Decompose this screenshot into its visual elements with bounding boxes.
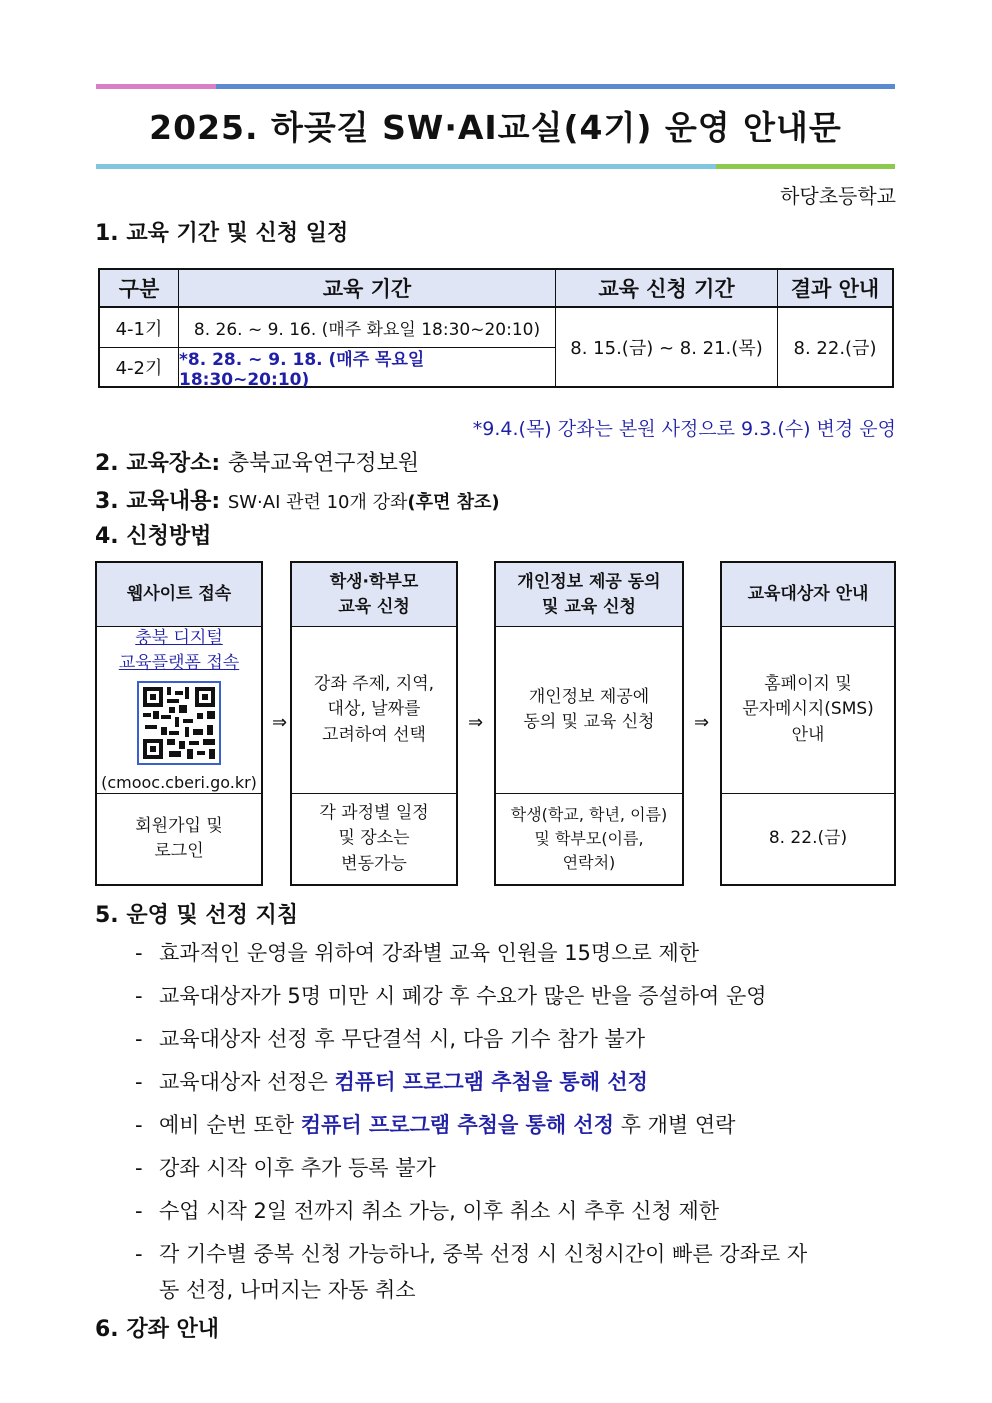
- header-period: 교육 기간: [179, 270, 555, 306]
- section3-value: SW·AI 관련 10개 강좌: [227, 492, 408, 513]
- step2-bottom: [292, 793, 456, 884]
- school-name: 하당초등학교: [780, 184, 896, 208]
- step1-bottom-line2: 로그인: [154, 841, 204, 861]
- section2-label: 2. 교육장소:: [95, 451, 221, 476]
- platform-url: (cmooc.cberi.go.kr): [101, 772, 257, 792]
- step2-title: [292, 563, 456, 627]
- apply-period: 8. 15.(금) ~ 8. 21.(목): [570, 338, 763, 359]
- step1-bottom: [97, 793, 261, 884]
- title-bottom-bar: [96, 164, 895, 169]
- header-result: 결과 안내: [778, 270, 892, 306]
- section2: [95, 446, 419, 477]
- step2-mid-line3: 고려하여 선택: [322, 724, 426, 745]
- arrow-icon: ⇒: [694, 712, 710, 733]
- row2-period: *8. 28. ~ 9. 18. (매주 목요일 18:30~20:10): [179, 349, 425, 390]
- section3: [95, 484, 500, 515]
- table-line: [100, 306, 892, 308]
- header-term: 구분: [100, 270, 178, 306]
- step-box-consent: [494, 561, 684, 886]
- arrow-icon: ⇒: [272, 712, 288, 733]
- step1-body: [97, 626, 261, 794]
- guideline-item: - 수업 시작 2일 전까지 취소 가능, 이후 취소 시 추후 신청 제한: [135, 1199, 720, 1223]
- section2-value: 충북교육연구정보원: [227, 451, 420, 476]
- section5-heading: 5. 운영 및 선정 지침: [95, 903, 299, 928]
- page-title: 2025. 하곶길 SW·AI교실(4기) 운영 안내문: [149, 108, 842, 147]
- step2-title-line1: 학생·학부모: [329, 571, 419, 592]
- step4-title: 교육대상자 안내: [722, 563, 894, 627]
- platform-link-line2[interactable]: 교육플랫폼 접속: [118, 653, 240, 673]
- guideline-item: - 교육대상자 선정 후 무단결석 시, 다음 기수 참가 불가: [135, 1027, 646, 1051]
- qr-code-icon: [137, 681, 221, 765]
- step2-bottom-line2: 및 장소는: [338, 828, 410, 849]
- table-line: [178, 270, 179, 386]
- platform-link-line1[interactable]: 충북 디지털: [135, 627, 223, 648]
- step3-mid-line1: 개인정보 제공에: [528, 686, 650, 707]
- step-box-notice: [720, 561, 896, 886]
- step3-body: [496, 626, 682, 794]
- step3-bottom-line1: 학생(학교, 학년, 이름): [510, 805, 668, 824]
- emphasis-text: 컴퓨터 프로그램 추첨을 통해 선정: [300, 1113, 614, 1137]
- guideline-item: - 효과적인 운영을 위하여 강좌별 교육 인원을 15명으로 제한: [135, 941, 700, 965]
- section1-heading: 1. 교육 기간 및 신청 일정: [95, 221, 349, 246]
- step1-bottom-line1: 회원가입 및: [135, 815, 223, 836]
- step-box-website: [95, 561, 263, 886]
- header-apply: 교육 신청 기간: [556, 270, 777, 306]
- step2-bottom-line3: 변동가능: [341, 853, 407, 874]
- step3-title-line2: 및 교육 신청: [542, 596, 636, 617]
- result-date: 8. 22.(금): [793, 338, 877, 359]
- guideline-item: - 교육대상자가 5명 미만 시 폐강 후 수요가 많은 반을 증설하여 운영: [135, 984, 767, 1008]
- guideline-item: - 각 기수별 중복 신청 가능하나, 중복 선정 시 신청시간이 빠른 강좌로 자: [135, 1242, 808, 1266]
- title-top-bar: [96, 84, 895, 89]
- schedule-table: [98, 268, 894, 388]
- row1-term: 4-1기: [115, 318, 163, 340]
- guideline-item: - 교육대상자 선정은 컴퓨터 프로그램 추첨을 통해 선정: [135, 1070, 648, 1094]
- section6-heading: 6. 강좌 안내: [95, 1317, 219, 1342]
- step4-mid-line3: 안내: [791, 724, 825, 745]
- step-box-apply: [290, 561, 458, 886]
- step3-bottom-line3: 연락처): [562, 853, 616, 872]
- step4-bottom: 8. 22.(금): [722, 793, 894, 884]
- table-line: [777, 270, 778, 386]
- guideline-item-continued: 동 선정, 나머지는 자동 취소: [159, 1278, 416, 1302]
- guideline-item: - 예비 순번 또한 컴퓨터 프로그램 추첨을 통해 선정 후 개별 연락: [135, 1113, 736, 1137]
- step3-title-line1: 개인정보 제공 동의: [517, 571, 661, 592]
- step4-mid-line2: 문자메시지(SMS): [742, 699, 874, 720]
- step3-title: [496, 563, 682, 627]
- step2-mid-line2: 대상, 날짜를: [327, 699, 421, 720]
- step2-title-line2: 교육 신청: [338, 596, 410, 617]
- section3-label: 3. 교육내용:: [95, 489, 221, 514]
- emphasis-text: 컴퓨터 프로그램 추첨을 통해 선정: [334, 1070, 648, 1094]
- row1-period: 8. 26. ~ 9. 16. (매주 화요일 18:30~20:10): [193, 320, 541, 340]
- guideline-item: - 강좌 시작 이후 추가 등록 불가: [135, 1156, 436, 1180]
- step4-mid-line1: 홈페이지 및: [764, 673, 852, 694]
- table-line: [100, 347, 556, 348]
- step2-bottom-line1: 각 과정별 일정: [319, 802, 429, 823]
- section3-ref: (후면 참조): [407, 492, 500, 513]
- step3-mid-line2: 동의 및 교육 신청: [523, 712, 655, 732]
- section4-heading: 4. 신청방법: [95, 524, 212, 549]
- step2-mid-line1: 강좌 주제, 지역,: [313, 673, 435, 694]
- step3-bottom-line2: 및 학부모(이름,: [534, 829, 644, 848]
- step1-title: 웹사이트 접속: [97, 563, 261, 627]
- table-line: [555, 270, 556, 386]
- step3-bottom: [496, 793, 682, 884]
- schedule-note: *9.4.(목) 강좌는 본원 사정으로 9.3.(수) 변경 운영: [472, 418, 896, 440]
- row2-term: 4-2기: [115, 358, 163, 379]
- step2-body: [292, 626, 456, 794]
- arrow-icon: ⇒: [468, 712, 484, 733]
- step4-body: [722, 626, 894, 794]
